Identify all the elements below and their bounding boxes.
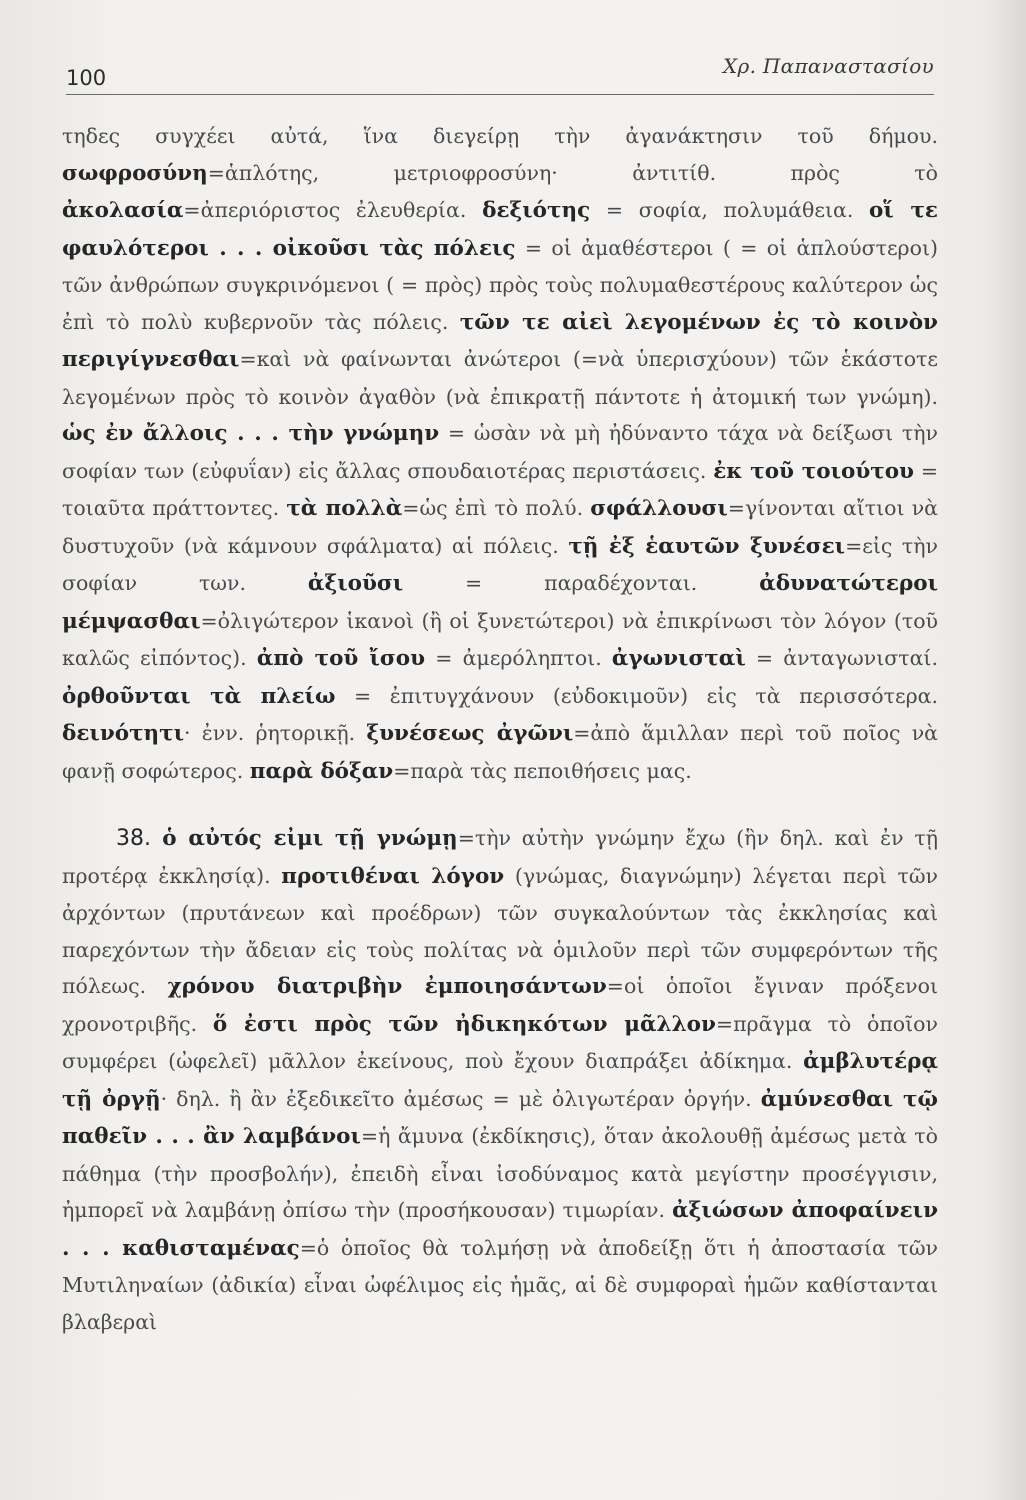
- lemma-term: ὁ αὐτός εἰμι τῇ γνώμῃ: [162, 826, 458, 851]
- gloss-text: =καὶ νὰ φαίνωνται ἀνώτεροι (=νὰ ὑπερισχύουν) τῶν ἑκάστοτε λεγομένων πρὸς τὸ κοινὸν ἀγαθὸν (νὰ ἐπικρατῇ πάντοτε ἡ ἀτομική των γνώμη).: [62, 347, 938, 409]
- lemma-term: ἀγωνισταὶ: [611, 646, 746, 671]
- gloss-text: =πρᾶγμα τὸ ὁποῖον συμφέρει (ὠφελεῖ) μᾶλλον ἐκείνους, ποὺ ἔχουν διαπράξει ἀδίκημα.: [62, 1011, 938, 1073]
- gloss-text: = ὡσὰν νὰ μὴ ἠδύναντο τάχα νὰ δείξωσι τὴν σοφίαν των (εὐφυΐαν) εἰς ἄλλας σπουδαιοτέρας περιστάσεις.: [62, 421, 938, 483]
- gloss-text: =τὴν αὐτὴν γνώμην ἔχω (ἣν δηλ. καὶ ἐν τῇ προτέρᾳ ἐκκλησίᾳ).: [62, 826, 938, 888]
- page-number: 100: [66, 66, 107, 90]
- lemma-term: ἀμβλυτέρᾳ τῇ ὀργῇ: [62, 1049, 938, 1112]
- gloss-text: = σοφία, πολυμάθεια.: [590, 198, 870, 222]
- gloss-text: =εἰς τὴν σοφίαν των.: [62, 533, 938, 595]
- lemma-term: ὀρθοῦνται τὰ πλείω: [62, 683, 336, 709]
- commentary-paragraph-1: [62, 118, 938, 790]
- gloss-text: = ἀμερόληπτοι.: [425, 646, 612, 670]
- gloss-text: =ὁ ὁποῖος θὰ τολμήσῃ νὰ ἀποδείξῃ ὅτι ἡ ἀποστασία τῶν Μυτιληναίων (ἀδικία) εἶναι ὠφέλιμος εἰς ἡμᾶς, αἱ δὲ συμφοραὶ ἡμῶν καθίστανται βλαβεραὶ: [62, 1235, 938, 1334]
- gloss-text: = παραδέχονται.: [403, 571, 760, 595]
- lemma-term: ἀκολασία: [62, 198, 184, 223]
- lemma-term: δεινότητι: [62, 721, 185, 746]
- gloss-text: =παρὰ τὰς πεποιθήσεις μας.: [393, 758, 692, 783]
- gloss-text: = τοιαῦτα πράττοντες.: [62, 458, 938, 520]
- section-number: 38.: [116, 826, 163, 851]
- gloss-text: =ἀπεριόριστος ἐλευθερία.: [183, 198, 483, 222]
- page-edge-shadow: [986, 0, 1026, 1500]
- lemma-term: ξυνέσεως ἀγῶνι: [366, 721, 574, 746]
- lemma-term: ἀμύνεσθαι τῷ παθεῖν . . . ἂν λαμβάνοι: [62, 1086, 938, 1149]
- gloss-text: τηδες συγχέει αὐτά, ἵνα διεγείρῃ τὴν ἀγανάκτησιν τοῦ δήμου.: [62, 124, 938, 148]
- lemma-term: προτιθέναι λόγον: [281, 863, 505, 889]
- page-header: [66, 48, 934, 95]
- gloss-text: · δηλ. ἢ ἂν ἐξεδικεῖτο ἀμέσως = μὲ ὀλιγωτέραν ὀργήν.: [160, 1086, 761, 1111]
- lemma-term: σφάλλουσι: [590, 496, 728, 521]
- gloss-text: =ἁπλότης, μετριοφροσύνη· ἀντιτίθ. πρὸς τὸ: [207, 160, 938, 185]
- gloss-text: = ἐπιτυγχάνουν (εὐδοκιμοῦν) εἰς τὰ περισσότερα.: [335, 683, 938, 708]
- lemma-term: οἵ τε φαυλότεροι . . . οἰκοῦσι τὰς πόλεις: [62, 198, 938, 261]
- gloss-text: (γνώμας, διαγνώμην) λέγεται περὶ τῶν ἀρχόντων (πρυτάνεων καὶ προέδρων) τῶν συγκαλούντων τὰς ἐκκλησίας καὶ παρεχόντων τὴν ἄδειαν εἰς τοὺς πολίτας νὰ ὁμιλοῦν περὶ τῶν συμφερόντων τῆς πόλεως.: [62, 863, 938, 998]
- gloss-text: =οἱ ὁποῖοι ἔγιναν πρόξενοι χρονοτριβῆς.: [62, 974, 938, 1036]
- commentary-paragraph-38: [62, 820, 938, 1340]
- lemma-term: χρόνου διατριβὴν ἐμποιησάντων: [167, 974, 607, 999]
- gloss-text: =ἡ ἄμυνα (ἐκδίκησις), ὅταν ἀκολουθῇ ἀμέσως μετὰ τὸ πάθημα (τὴν προσβολήν), ἐπειδὴ εἶναι ἰσοδύναμος κατὰ μεγίστην προσέγγισιν, ἠμπορεῖ νὰ λαμβάνῃ ὀπίσω τὴν (προσήκουσαν) τιμωρίαν.: [62, 1124, 938, 1222]
- lemma-term: ἀδυνατώτεροι μέμψασθαι: [62, 571, 938, 634]
- lemma-term: ἀξιώσων ἀποφαίνειν . . . καθισταμένας: [62, 1198, 938, 1261]
- gloss-text: =ὀλιγώτερον ἱκανοὶ (ἢ οἱ ξυνετώτεροι) νὰ ἐπικρίνωσι τὸν λόγον (τοῦ καλῶς εἰπόντος).: [62, 608, 938, 670]
- lemma-term: ἀπὸ τοῦ ἴσου: [256, 646, 426, 671]
- gloss-text: = οἱ ἀμαθέστεροι ( = οἱ ἁπλούστεροι) τῶν ἀνθρώπων συγκρινόμενοι ( = πρὸς) πρὸς τοὺς πολυμαθεστέρους καλύτερον ὡς ἐπὶ τὸ πολὺ κυβερνοῦν τὰς πόλεις.: [62, 235, 938, 334]
- gloss-text: · ἐνν. ῥητορικῇ.: [184, 721, 367, 745]
- lemma-term: ἐκ τοῦ τοιούτου: [713, 458, 914, 484]
- lemma-term: τῇ ἐξ ἑαυτῶν ξυνέσει: [568, 533, 846, 559]
- running-head-author: Χρ. Παπαναστασίου: [723, 54, 934, 78]
- commentary-body: [62, 118, 938, 1488]
- gloss-text: =γίνονται αἴτιοι νὰ δυστυχοῦν (νὰ κάμνουν σφάλματα) αἱ πόλεις.: [62, 496, 938, 558]
- lemma-term: σωφροσύνη: [62, 160, 208, 186]
- lemma-term: ὡς ἐν ἄλλοις . . . τὴν γνώμην: [62, 421, 440, 446]
- lemma-term: παρὰ δόξαν: [249, 758, 394, 784]
- lemma-term: δεξιότης: [482, 198, 591, 223]
- lemma-term: τῶν τε αἰεὶ λεγομένων ἐς τὸ κοινὸν περιγίγνεσθαι: [62, 309, 938, 372]
- gloss-text: = ἀνταγωνισταί.: [745, 646, 938, 670]
- lemma-term: ἀξιοῦσι: [307, 571, 404, 596]
- lemma-term: τὰ πολλὰ: [286, 496, 403, 521]
- gloss-text: =ἀπὸ ἅμιλλαν περὶ τοῦ ποῖος νὰ φανῇ σοφώτερος.: [62, 721, 938, 783]
- lemma-term: ὅ ἐστι πρὸς τῶν ἠδικηκότων μᾶλλον: [212, 1011, 716, 1037]
- gloss-text: =ὡς ἐπὶ τὸ πολύ.: [402, 496, 591, 520]
